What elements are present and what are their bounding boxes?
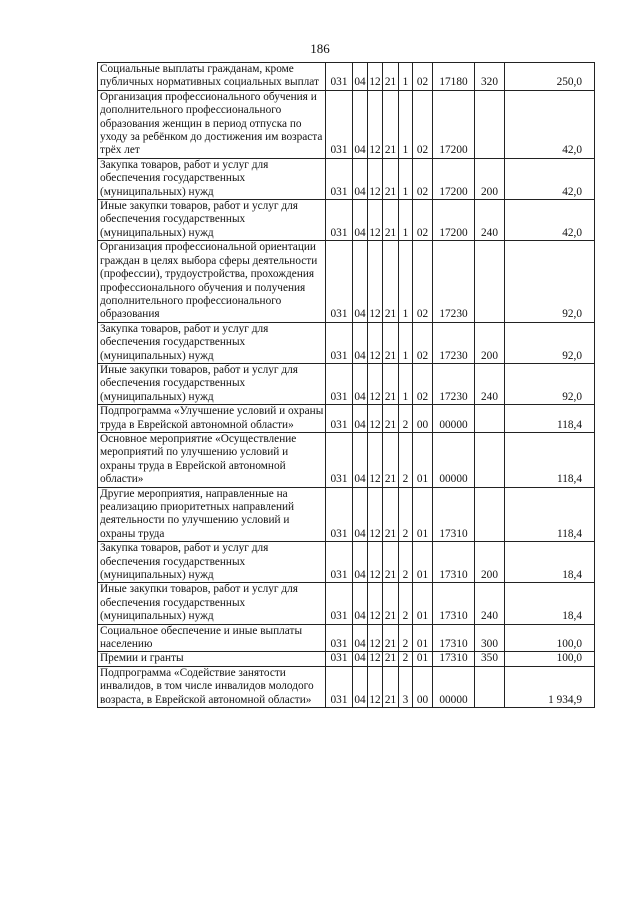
code-cell: 031 <box>326 200 353 241</box>
subsection-cell: 12 <box>368 666 383 707</box>
row-name: Подпрограмма «Содействие занятости инвалидов, в том числе инвалидов молодого возраста, в Еврейской автономной области» <box>98 666 326 707</box>
section-cell: 04 <box>353 158 368 199</box>
table-row <box>98 487 595 542</box>
direction-cell: 17200 <box>433 90 475 158</box>
program-cell: 21 <box>383 158 399 199</box>
row-name: Иные закупки товаров, работ и услуг для обеспечения государственных (муниципальных) нужд <box>98 583 326 624</box>
subprogram-cell: 2 <box>399 405 413 433</box>
amount-cell: 92,0 <box>505 241 595 322</box>
subprogram-cell: 1 <box>399 241 413 322</box>
row-name: Организация профессиональной ориентации граждан в целях выбора сферы деятельности (профессии), трудоустройства, прохождения профессионального обучения и получения дополнительного профессионального образования <box>98 241 326 322</box>
table-row <box>98 363 595 404</box>
event-cell: 02 <box>413 363 433 404</box>
subprogram-cell: 2 <box>399 487 413 542</box>
subprogram-cell: 1 <box>399 363 413 404</box>
program-cell: 21 <box>383 487 399 542</box>
section-cell: 04 <box>353 63 368 91</box>
program-cell: 21 <box>383 652 399 666</box>
expense-type-cell: 240 <box>475 200 505 241</box>
program-cell: 21 <box>383 542 399 583</box>
expense-type-cell: 200 <box>475 322 505 363</box>
subprogram-cell: 2 <box>399 624 413 652</box>
program-cell: 21 <box>383 241 399 322</box>
event-cell: 02 <box>413 63 433 91</box>
direction-cell: 17200 <box>433 158 475 199</box>
subprogram-cell: 3 <box>399 666 413 707</box>
table-row <box>98 158 595 199</box>
amount-cell: 100,0 <box>505 624 595 652</box>
table-row <box>98 241 595 322</box>
code-cell: 031 <box>326 666 353 707</box>
amount-cell: 18,4 <box>505 542 595 583</box>
event-cell: 01 <box>413 542 433 583</box>
expense-type-cell: 200 <box>475 158 505 199</box>
event-cell: 00 <box>413 666 433 707</box>
amount-cell: 92,0 <box>505 322 595 363</box>
code-cell: 031 <box>326 63 353 91</box>
event-cell: 01 <box>413 624 433 652</box>
expense-type-cell: 350 <box>475 652 505 666</box>
budget-table <box>97 62 595 708</box>
subprogram-cell: 1 <box>399 90 413 158</box>
subprogram-cell: 2 <box>399 432 413 487</box>
section-cell: 04 <box>353 241 368 322</box>
subprogram-cell: 1 <box>399 200 413 241</box>
code-cell: 031 <box>326 90 353 158</box>
direction-cell: 17310 <box>433 624 475 652</box>
table-row <box>98 200 595 241</box>
amount-cell: 92,0 <box>505 363 595 404</box>
direction-cell: 17230 <box>433 241 475 322</box>
expense-type-cell: 200 <box>475 542 505 583</box>
section-cell: 04 <box>353 405 368 433</box>
amount-cell: 18,4 <box>505 583 595 624</box>
table-row <box>98 432 595 487</box>
direction-cell: 17180 <box>433 63 475 91</box>
subsection-cell: 12 <box>368 432 383 487</box>
row-name: Закупка товаров, работ и услуг для обеспечения государственных (муниципальных) нужд <box>98 158 326 199</box>
code-cell: 031 <box>326 158 353 199</box>
section-cell: 04 <box>353 487 368 542</box>
expense-type-cell: 240 <box>475 363 505 404</box>
subsection-cell: 12 <box>368 583 383 624</box>
program-cell: 21 <box>383 363 399 404</box>
code-cell: 031 <box>326 405 353 433</box>
program-cell: 21 <box>383 583 399 624</box>
subsection-cell: 12 <box>368 624 383 652</box>
subsection-cell: 12 <box>368 158 383 199</box>
amount-cell: 42,0 <box>505 158 595 199</box>
subprogram-cell: 2 <box>399 583 413 624</box>
table-row <box>98 583 595 624</box>
amount-cell: 250,0 <box>505 63 595 91</box>
direction-cell: 17310 <box>433 652 475 666</box>
amount-cell: 1 934,9 <box>505 666 595 707</box>
subsection-cell: 12 <box>368 63 383 91</box>
row-name: Социальные выплаты гражданам, кроме публичных нормативных социальных выплат <box>98 63 326 91</box>
table-row <box>98 666 595 707</box>
program-cell: 21 <box>383 200 399 241</box>
section-cell: 04 <box>353 432 368 487</box>
code-cell: 031 <box>326 583 353 624</box>
direction-cell: 17310 <box>433 542 475 583</box>
event-cell: 01 <box>413 432 433 487</box>
amount-cell: 100,0 <box>505 652 595 666</box>
amount-cell: 118,4 <box>505 432 595 487</box>
program-cell: 21 <box>383 432 399 487</box>
event-cell: 01 <box>413 487 433 542</box>
subsection-cell: 12 <box>369 652 381 665</box>
section-cell: 04 <box>353 363 368 404</box>
section-cell: 04 <box>353 90 368 158</box>
direction-cell: 17230 <box>433 363 475 404</box>
direction-cell: 00000 <box>433 405 475 433</box>
code-cell: 031 <box>326 652 353 666</box>
row-name: Иные закупки товаров, работ и услуг для обеспечения государственных (муниципальных) нужд <box>98 200 326 241</box>
expense-type-cell <box>475 405 505 433</box>
row-name: Закупка товаров, работ и услуг для обеспечения государственных (муниципальных) нужд <box>98 542 326 583</box>
amount-cell: 42,0 <box>505 200 595 241</box>
subprogram-cell: 1 <box>399 322 413 363</box>
subsection-cell: 12 <box>368 542 383 583</box>
subsection-cell: 12 <box>368 405 383 433</box>
subprogram-cell: 2 <box>399 652 413 666</box>
row-name: Иные закупки товаров, работ и услуг для обеспечения государственных (муниципальных) нужд <box>98 363 326 404</box>
subsection-cell: 12 <box>368 363 383 404</box>
event-cell: 02 <box>413 158 433 199</box>
expense-type-cell <box>475 487 505 542</box>
event-cell: 02 <box>413 200 433 241</box>
code-cell: 031 <box>326 487 353 542</box>
event-cell: 01 <box>413 583 433 624</box>
amount-cell: 118,4 <box>505 487 595 542</box>
expense-type-cell: 300 <box>475 624 505 652</box>
row-name: Социальное обеспечение и иные выплаты населению <box>98 624 326 652</box>
expense-type-cell <box>475 432 505 487</box>
row-name: Закупка товаров, работ и услуг для обеспечения государственных (муниципальных) нужд <box>98 322 326 363</box>
row-name: Основное мероприятие «Осуществление мероприятий по улучшению условий и охраны труда в Еврейской автономной области» <box>98 432 326 487</box>
subsection-cell: 12 <box>368 241 383 322</box>
direction-cell: 17310 <box>433 487 475 542</box>
section-cell: 04 <box>353 666 368 707</box>
program-cell: 21 <box>383 322 399 363</box>
expense-type-cell: 240 <box>475 583 505 624</box>
code-cell: 031 <box>326 322 353 363</box>
row-name: Премии и гранты <box>98 652 326 666</box>
direction-cell: 17310 <box>433 583 475 624</box>
direction-cell: 17200 <box>433 200 475 241</box>
subprogram-cell: 2 <box>399 542 413 583</box>
program-cell: 21 <box>383 666 399 707</box>
program-cell: 21 <box>383 405 399 433</box>
table-row <box>98 624 595 652</box>
expense-type-cell: 320 <box>475 63 505 91</box>
section-cell: 04 <box>353 624 368 652</box>
row-name: Другие мероприятия, направленные на реализацию приоритетных направлений деятельности по улучшению условий и охраны труда <box>98 487 326 542</box>
expense-type-cell <box>475 666 505 707</box>
table-row <box>98 322 595 363</box>
program-cell: 21 <box>383 90 399 158</box>
table-row <box>98 90 595 158</box>
direction-cell: 17230 <box>433 322 475 363</box>
expense-type-cell <box>475 90 505 158</box>
subprogram-cell: 1 <box>399 158 413 199</box>
section-cell: 04 <box>353 583 368 624</box>
section-cell: 04 <box>353 200 368 241</box>
program-cell: 21 <box>383 624 399 652</box>
code-cell: 031 <box>326 624 353 652</box>
event-cell: 00 <box>413 405 433 433</box>
page-number: 186 <box>310 41 330 56</box>
subprogram-cell: 1 <box>399 63 413 91</box>
code-cell: 031 <box>326 432 353 487</box>
table-row <box>98 542 595 583</box>
amount-cell: 42,0 <box>505 90 595 158</box>
code-cell: 031 <box>326 542 353 583</box>
amount-cell: 118,4 <box>505 405 595 433</box>
code-cell: 031 <box>326 363 353 404</box>
row-name: Подпрограмма «Улучшение условий и охраны труда в Еврейской автономной области» <box>98 405 326 433</box>
section-cell: 04 <box>353 322 368 363</box>
subsection-cell: 12 <box>368 322 383 363</box>
table-row <box>98 405 595 433</box>
code-cell: 031 <box>326 241 353 322</box>
table-row <box>98 652 595 666</box>
event-cell: 02 <box>413 322 433 363</box>
direction-cell: 00000 <box>433 666 475 707</box>
direction-cell: 00000 <box>433 432 475 487</box>
program-cell: 21 <box>383 63 399 91</box>
table-row <box>98 63 595 91</box>
event-cell: 02 <box>413 241 433 322</box>
section-cell: 04 <box>354 652 366 665</box>
subsection-cell: 12 <box>368 200 383 241</box>
expense-type-cell <box>475 241 505 322</box>
subsection-cell: 12 <box>368 487 383 542</box>
subsection-cell: 12 <box>368 90 383 158</box>
row-name: Организация профессионального обучения и дополнительного профессионального образования женщин в период отпуска по уходу за ребёнком до достижения им возраста трёх лет <box>98 90 326 158</box>
section-cell: 04 <box>353 542 368 583</box>
event-cell: 02 <box>413 90 433 158</box>
event-cell: 01 <box>413 652 433 666</box>
